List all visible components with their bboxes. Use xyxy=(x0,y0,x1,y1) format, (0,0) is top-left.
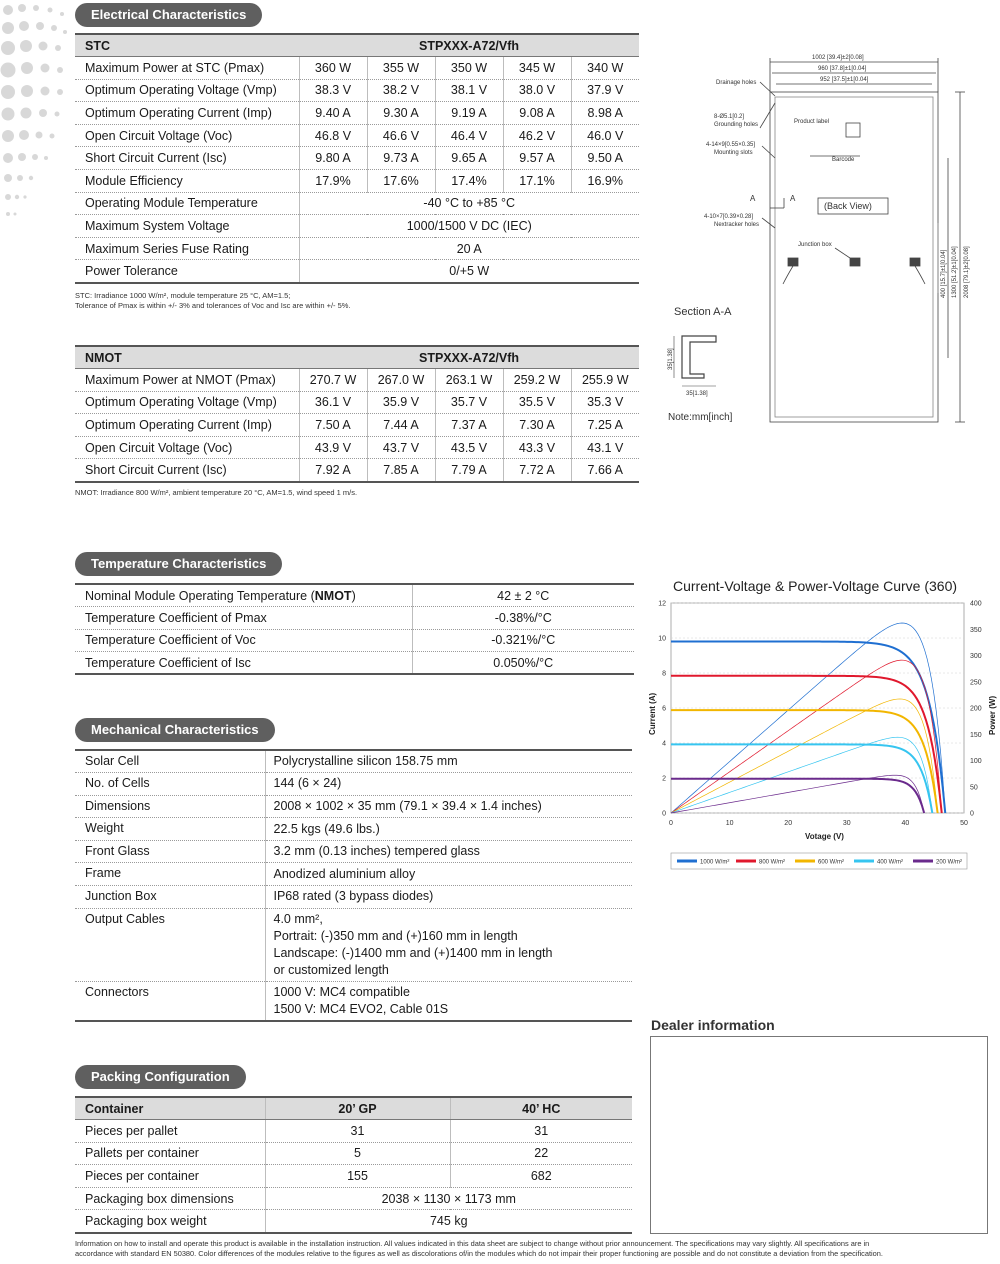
mech-value-line: Landscape: (-)1400 mm and (+)1400 mm in length xyxy=(273,945,553,960)
nmot-cell: 7.85 A xyxy=(367,459,435,482)
stc-cell: 350 W xyxy=(435,57,503,80)
nmot-cell: 7.25 A xyxy=(571,414,639,437)
nmot-cell: 35.9 V xyxy=(367,391,435,414)
packing-row xyxy=(75,1142,632,1165)
nmot-header-row xyxy=(75,346,639,369)
chart-ytick-label: 12 xyxy=(658,600,666,608)
mech-value-line: 2008 × 1002 × 35 mm (79.1 × 39.4 × 1.4 inches) xyxy=(273,798,542,813)
packing-header-40hc: 40’ HC xyxy=(450,1097,632,1120)
stc-row-label: Maximum Power at STC (Pmax) xyxy=(75,57,299,80)
mech-row-value xyxy=(265,886,632,909)
stc-note-line-2: Tolerance of Pmax is within +/- 3% and tolerances of Voc and Isc are within +/- 5%. xyxy=(75,301,351,310)
temp-voc-label: Temperature Coefficient of Voc xyxy=(75,629,412,652)
stc-cell: 8.98 A xyxy=(571,102,639,125)
temp-row-pmax xyxy=(75,607,634,630)
decorative-dot-pattern xyxy=(0,0,70,230)
chart-ytick-label: 8 xyxy=(662,670,666,678)
mech-row-value xyxy=(265,908,632,981)
chart-y2tick-label: 150 xyxy=(970,731,982,739)
packing-header-20gp: 20’ GP xyxy=(265,1097,450,1120)
packing-span-label: Packaging box dimensions xyxy=(75,1187,265,1210)
stc-row-label: Open Circuit Voltage (Voc) xyxy=(75,124,299,147)
dim-height-2008: 2008 [79.1]±2[0.08] xyxy=(964,246,970,298)
nmot-row-label: Maximum Power at NMOT (Pmax) xyxy=(75,369,299,392)
stc-cell: 38.0 V xyxy=(503,79,571,102)
stc-cell: 9.57 A xyxy=(503,147,571,170)
chart-y2tick-label: 50 xyxy=(970,784,978,792)
stc-cell: 38.3 V xyxy=(299,79,367,102)
temp-pmax-value: -0.38%/°C xyxy=(412,607,634,630)
chart-y2tick-label: 0 xyxy=(970,810,974,818)
nmot-cell: 43.9 V xyxy=(299,436,367,459)
mech-row-value xyxy=(265,773,632,796)
nmot-note: NMOT: Irradiance 800 W/m², ambient temperature 20 °C, AM=1.5, wind speed 1 m/s. xyxy=(75,488,358,497)
label-junction-box: Junction box xyxy=(798,242,832,248)
stc-span-value: 1000/1500 V DC (IEC) xyxy=(299,215,639,238)
stc-span-label: Maximum Series Fuse Rating xyxy=(75,237,299,260)
dealer-information-box xyxy=(650,1036,988,1234)
stc-note xyxy=(75,291,635,311)
mech-row-label: Weight xyxy=(75,818,265,841)
chart-xtick-label: 10 xyxy=(725,820,734,827)
temp-pmax-label: Temperature Coefficient of Pmax xyxy=(75,607,412,630)
mech-row-value xyxy=(265,818,632,841)
mech-row xyxy=(75,773,632,796)
chart-title: Current-Voltage & Power-Voltage Curve (360) xyxy=(673,578,958,594)
packing-cell-20gp: 155 xyxy=(265,1165,450,1188)
chart-y2tick-label: 350 xyxy=(970,626,982,634)
dim-height-1300: 1300 [51.2]±1[0.04] xyxy=(952,246,958,298)
section-aa-title: Section A-A xyxy=(674,306,732,318)
packing-cell-20gp: 5 xyxy=(265,1142,450,1165)
nmot-row xyxy=(75,369,639,392)
mech-row xyxy=(75,795,632,818)
stc-cell: 38.1 V xyxy=(435,79,503,102)
label-grounding-holes: Grounding holes xyxy=(714,122,759,128)
temperature-section-title: Temperature Characteristics xyxy=(75,552,282,576)
mech-row-label: Junction Box xyxy=(75,886,265,909)
unit-note: Note:mm[inch] xyxy=(668,412,733,423)
chart-iv-line xyxy=(671,710,938,813)
mech-row-label: Connectors xyxy=(75,981,265,1021)
nmot-cell: 267.0 W xyxy=(367,369,435,392)
packing-cell-40hc: 31 xyxy=(450,1120,632,1143)
footer-line-1: Information on how to install and operate this product is available in the installation instruction. All values indicated in this data sheet are subject to change without prior announcement. The specifications may vary slightly. All specifications are in xyxy=(75,1239,870,1248)
mech-row xyxy=(75,840,632,863)
stc-cell: 37.9 V xyxy=(571,79,639,102)
nmot-row xyxy=(75,436,639,459)
dim-width-frame: 960 [37.8]±1[0.04] xyxy=(818,66,867,72)
nmot-cell: 7.92 A xyxy=(299,459,367,482)
nmot-model: STPXXX-A72/Vfh xyxy=(299,346,639,369)
nmot-row xyxy=(75,414,639,437)
nmot-cell: 7.37 A xyxy=(435,414,503,437)
mech-value-line: 22.5 kgs (49.6 lbs.) xyxy=(273,821,380,836)
packing-span-row xyxy=(75,1187,632,1210)
iv-pv-curve-chart xyxy=(643,575,997,871)
temp-row-isc xyxy=(75,652,634,675)
nmot-row-label: Open Circuit Voltage (Voc) xyxy=(75,436,299,459)
temp-nmot-label: Nominal Module Operating Temperature (NMOT) xyxy=(75,584,412,607)
packing-span-row xyxy=(75,1210,632,1233)
chart-xlabel: Votage (V) xyxy=(805,832,844,841)
chart-series xyxy=(671,623,945,813)
stc-cell: 9.50 A xyxy=(571,147,639,170)
stc-header: STC xyxy=(75,34,299,57)
nmot-row xyxy=(75,391,639,414)
stc-span-row xyxy=(75,260,639,283)
chart-xtick-label: 40 xyxy=(901,820,910,827)
stc-span-value: 20 A xyxy=(299,237,639,260)
nmot-table xyxy=(75,345,639,483)
temp-voc-value: -0.321%/°C xyxy=(412,629,634,652)
nmot-cell: 7.72 A xyxy=(503,459,571,482)
nmot-cell: 7.44 A xyxy=(367,414,435,437)
stc-row-label: Short Circuit Current (Isc) xyxy=(75,147,299,170)
stc-span-label: Power Tolerance xyxy=(75,260,299,283)
packing-cell-40hc: 682 xyxy=(450,1165,632,1188)
mech-row xyxy=(75,886,632,909)
nmot-row-label: Short Circuit Current (Isc) xyxy=(75,459,299,482)
stc-row xyxy=(75,57,639,80)
nmot-cell: 263.1 W xyxy=(435,369,503,392)
packing-row-label: Pieces per pallet xyxy=(75,1120,265,1143)
mechanical-table xyxy=(75,749,632,1022)
stc-row xyxy=(75,147,639,170)
mech-value-line: 1500 V: MC4 EVO2, Cable 01S xyxy=(273,1001,449,1016)
temp-nmot-value: 42 ± 2 °C xyxy=(412,584,634,607)
stc-row xyxy=(75,124,639,147)
mech-value-line: Portrait: (-)350 mm and (+)160 mm in length xyxy=(273,928,518,943)
stc-model: STPXXX-A72/Vfh xyxy=(299,34,639,57)
mech-value-line: 144 (6 × 24) xyxy=(273,776,342,791)
mech-row-value xyxy=(265,750,632,773)
chart-xtick-label: 50 xyxy=(960,820,968,827)
nmot-cell: 7.50 A xyxy=(299,414,367,437)
nmot-header: NMOT xyxy=(75,346,299,369)
nmot-cell: 7.30 A xyxy=(503,414,571,437)
stc-note-line-1: STC: Irradiance 1000 W/m², module temperature 25 °C, AM=1.5; xyxy=(75,291,291,300)
stc-cell: 17.1% xyxy=(503,170,571,193)
label-nextracker-holes: Nextracker holes xyxy=(714,222,760,228)
mech-row-value xyxy=(265,840,632,863)
stc-span-label: Operating Module Temperature xyxy=(75,192,299,215)
chart-y2tick-label: 400 xyxy=(970,600,982,608)
label-product-label: Product label xyxy=(794,119,830,125)
mech-row-value xyxy=(265,863,632,886)
packing-span-value: 2038 × 1130 × 1173 mm xyxy=(265,1187,632,1210)
chart-ytick-label: 2 xyxy=(662,775,666,783)
stc-cell: 340 W xyxy=(571,57,639,80)
chart-ytick-label: 0 xyxy=(662,810,666,818)
stc-row xyxy=(75,170,639,193)
stc-cell: 46.6 V xyxy=(367,124,435,147)
stc-cell: 16.9% xyxy=(571,170,639,193)
packing-row xyxy=(75,1165,632,1188)
chart-grid xyxy=(671,603,964,813)
label-mounting-size: 4-14×9[0.55×0.35] xyxy=(706,142,756,148)
nmot-cell: 43.1 V xyxy=(571,436,639,459)
packing-section-title: Packing Configuration xyxy=(75,1065,246,1089)
stc-row xyxy=(75,102,639,125)
temp-row-voc xyxy=(75,629,634,652)
stc-span-value: -40 °C to +85 °C xyxy=(299,192,639,215)
stc-cell: 46.8 V xyxy=(299,124,367,147)
mech-row xyxy=(75,750,632,773)
nmot-cell: 259.2 W xyxy=(503,369,571,392)
dim-width-inner: 952 [37.5]±1[0.04] xyxy=(820,77,869,83)
section-dim-width: 35[1.38] xyxy=(686,391,708,397)
mechanical-section-title: Mechanical Characteristics xyxy=(75,718,275,742)
mech-row-label: Output Cables xyxy=(75,908,265,981)
stc-cell: 9.73 A xyxy=(367,147,435,170)
stc-cell: 46.4 V xyxy=(435,124,503,147)
chart-y2label: Power (W) xyxy=(988,695,997,735)
mech-row xyxy=(75,981,632,1021)
stc-cell: 17.4% xyxy=(435,170,503,193)
label-grounding-size: 8-Ø5.1[0.2] xyxy=(714,114,745,120)
mech-row-label: No. of Cells xyxy=(75,773,265,796)
nmot-cell: 43.7 V xyxy=(367,436,435,459)
label-mounting-slots: Mounting slots xyxy=(714,150,753,156)
nmot-cell: 43.3 V xyxy=(503,436,571,459)
chart-y2tick-label: 100 xyxy=(970,758,982,765)
footer-disclaimer xyxy=(75,1239,990,1258)
chart-xtick-label: 0 xyxy=(669,820,673,827)
stc-cell: 38.2 V xyxy=(367,79,435,102)
dim-width-total: 1002 [39.4]±2[0.08] xyxy=(812,55,864,61)
chart-legend-label: 1000 W/m² xyxy=(700,859,730,866)
chart-y2tick-label: 250 xyxy=(970,679,982,687)
chart-legend-label: 400 W/m² xyxy=(877,859,904,866)
stc-table xyxy=(75,33,639,284)
mech-row xyxy=(75,818,632,841)
stc-cell: 9.30 A xyxy=(367,102,435,125)
electrical-section-title: Electrical Characteristics xyxy=(75,3,262,27)
label-back-view: (Back View) xyxy=(824,201,872,211)
chart-pv-line xyxy=(671,699,938,813)
mech-value-line: 3.2 mm (0.13 inches) tempered glass xyxy=(273,844,480,859)
mech-value-line: or customized length xyxy=(273,962,389,977)
mech-value-line: Anodized aluminium alloy xyxy=(273,866,416,881)
packing-header-row xyxy=(75,1097,632,1120)
stc-row-label: Optimum Operating Current (Imp) xyxy=(75,102,299,125)
nmot-cell: 43.5 V xyxy=(435,436,503,459)
chart-legend-label: 200 W/m² xyxy=(936,859,963,866)
stc-cell: 9.40 A xyxy=(299,102,367,125)
stc-span-label: Maximum System Voltage xyxy=(75,215,299,238)
nmot-cell: 35.3 V xyxy=(571,391,639,414)
mech-row-label: Dimensions xyxy=(75,795,265,818)
label-section-a-left: A xyxy=(750,194,756,203)
mech-row-value xyxy=(265,981,632,1021)
temp-isc-value: 0.050%/°C xyxy=(412,652,634,675)
section-aa-drawing xyxy=(662,300,762,430)
chart-pv-line xyxy=(671,775,924,813)
chart-ticks xyxy=(658,601,982,828)
stc-row-label: Optimum Operating Voltage (Vmp) xyxy=(75,79,299,102)
chart-ytick-label: 6 xyxy=(662,705,666,713)
packing-row xyxy=(75,1120,632,1143)
chart-ytick-label: 10 xyxy=(658,635,666,643)
chart-legend-label: 800 W/m² xyxy=(759,859,786,866)
stc-cell: 46.2 V xyxy=(503,124,571,147)
chart-iv-line xyxy=(671,642,945,814)
temp-isc-label: Temperature Coefficient of Isc xyxy=(75,652,412,675)
nmot-cell: 35.5 V xyxy=(503,391,571,414)
nmot-cell: 7.66 A xyxy=(571,459,639,482)
stc-cell: 46.0 V xyxy=(571,124,639,147)
stc-row xyxy=(75,79,639,102)
chart-ylabel: Current (A) xyxy=(648,692,657,735)
stc-row-label: Module Efficiency xyxy=(75,170,299,193)
mech-row-label: Solar Cell xyxy=(75,750,265,773)
temp-row-nmot xyxy=(75,584,634,607)
mech-row xyxy=(75,908,632,981)
label-nextracker-size: 4-10×7[0.39×0.28] xyxy=(704,214,754,220)
mech-value-line: 1000 V: MC4 compatible xyxy=(273,984,410,999)
footer-line-2: accordance with standard EN 50380. Color differences of the modules relative to the figures as well as discolorations of/in the modules which do not impair their proper functioning are possible and do not constitute a deviation from the specification. xyxy=(75,1248,883,1258)
temperature-table xyxy=(75,583,634,675)
mech-row-label: Front Glass xyxy=(75,840,265,863)
label-drainage-holes: Drainage holes xyxy=(716,80,757,86)
packing-span-label: Packaging box weight xyxy=(75,1210,265,1233)
section-dim-height: 35[1.38] xyxy=(668,348,674,370)
stc-header-row xyxy=(75,34,639,57)
nmot-cell: 7.79 A xyxy=(435,459,503,482)
chart-xtick-label: 20 xyxy=(784,820,793,827)
stc-cell: 355 W xyxy=(367,57,435,80)
stc-cell: 360 W xyxy=(299,57,367,80)
label-barcode: Barcode xyxy=(832,157,855,163)
stc-span-row xyxy=(75,237,639,260)
packing-table xyxy=(75,1096,632,1234)
stc-cell: 9.19 A xyxy=(435,102,503,125)
mech-value-line: IP68 rated (3 bypass diodes) xyxy=(273,889,434,904)
nmot-cell: 35.7 V xyxy=(435,391,503,414)
stc-cell: 17.9% xyxy=(299,170,367,193)
packing-row-label: Pallets per container xyxy=(75,1142,265,1165)
chart-y2tick-label: 200 xyxy=(970,705,982,713)
packing-cell-40hc: 22 xyxy=(450,1142,632,1165)
nmot-cell: 36.1 V xyxy=(299,391,367,414)
nmot-cell: 270.7 W xyxy=(299,369,367,392)
dim-height-400: 400 [15.7]±1[0.04] xyxy=(941,249,947,298)
stc-span-value: 0/+5 W xyxy=(299,260,639,283)
mech-row-label: Frame xyxy=(75,863,265,886)
stc-span-row xyxy=(75,215,639,238)
nmot-row-label: Optimum Operating Current (Imp) xyxy=(75,414,299,437)
nmot-row xyxy=(75,459,639,482)
stc-cell: 9.80 A xyxy=(299,147,367,170)
packing-span-value: 745 kg xyxy=(265,1210,632,1233)
nmot-cell: 255.9 W xyxy=(571,369,639,392)
stc-cell: 9.08 A xyxy=(503,102,571,125)
mech-row-value xyxy=(265,795,632,818)
stc-span-row xyxy=(75,192,639,215)
chart-iv-line xyxy=(671,779,924,813)
label-section-a-right: A xyxy=(790,194,796,203)
mech-value-line: 4.0 mm², xyxy=(273,911,323,926)
nmot-row-label: Optimum Operating Voltage (Vmp) xyxy=(75,391,299,414)
mech-value-line: Polycrystalline silicon 158.75 mm xyxy=(273,754,458,769)
chart-xtick-label: 30 xyxy=(842,820,851,827)
stc-cell: 9.65 A xyxy=(435,147,503,170)
chart-legend-label: 600 W/m² xyxy=(818,859,845,866)
chart-y2tick-label: 300 xyxy=(970,653,982,660)
mech-row xyxy=(75,863,632,886)
packing-header-container: Container xyxy=(75,1097,265,1120)
packing-row-label: Pieces per container xyxy=(75,1165,265,1188)
chart-ytick-label: 4 xyxy=(662,740,666,748)
dealer-information-title: Dealer information xyxy=(651,1017,775,1033)
stc-cell: 345 W xyxy=(503,57,571,80)
stc-cell: 17.6% xyxy=(367,170,435,193)
packing-cell-20gp: 31 xyxy=(265,1120,450,1143)
